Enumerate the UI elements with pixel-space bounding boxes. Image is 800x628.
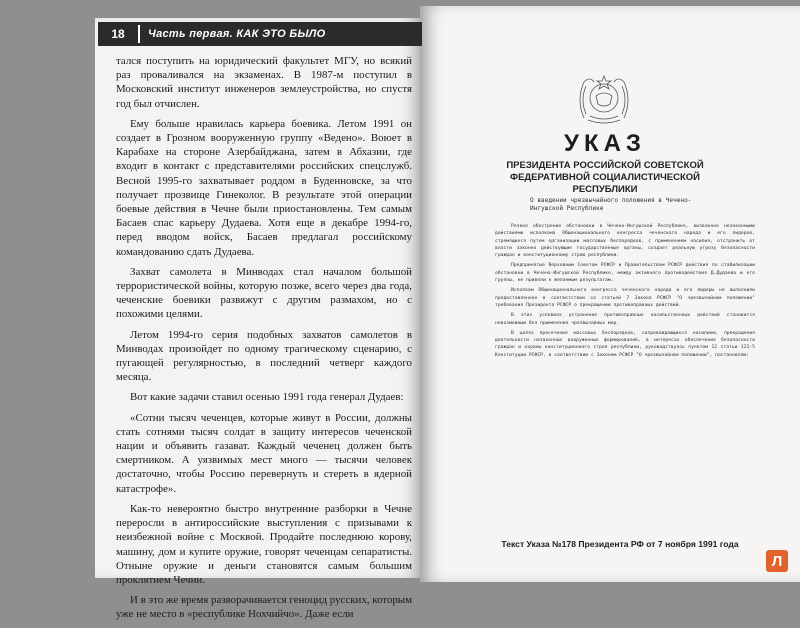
figure-caption: Текст Указа №178 Президента РФ от 7 ноября 1991 года	[501, 539, 739, 549]
decree-body	[495, 223, 755, 362]
decree-heading: УКАЗ	[564, 130, 646, 157]
decree-paragraph: В целях пресечения массовых беспорядков, сопровождающихся насилием, прекращения деятельности незаконных вооруженных формирований, в интересах обеспечения безопасности граждан и охраны конституционного строя республики, руководствуясь пунктом 12 статьи 121-5 Конституции РСФСР, в соответствии с Законом РСФСР "О чрезвычайном положении", постановляю:	[495, 330, 755, 358]
decree-paragraph: Исполком Общенационального конгресса чеченского народа и его лидеры не выполнили предоставленное в соответствии со статьей 7 Закона РСФСР "О чрезвычайном положении" требования Президента РСФСР о прекращении противоправных действий.	[495, 288, 755, 308]
left-body-text	[116, 54, 412, 628]
paragraph: Захват самолета в Минводах стал началом большой террористической войны, которую позже, всего через два года, чеченские боевики развяжут с другим размахом, но с похожими целями.	[116, 265, 412, 321]
publisher-logo-icon: Л	[766, 550, 788, 572]
paragraph: И в это же время разворачивается геноцид русских, которым уже не место в «республике Нохчийчо». Даже если	[116, 594, 412, 621]
decree-paragraph: Предпринятые Верховным Советом РСФСР и Правительством РСФСР действия по стабилизации обстановки в Чечено-Ингушской Республике, между активного противодействия Д.Дудаева и его группы, не привели к желаемым результатам.	[495, 263, 755, 284]
paragraph: Ему больше нравилась карьера боевика. Летом 1991 он создает в Грозном вооруженную группу «Ведено». Воюет в Карабахе на стороне Азербайджана, затем в Абхазии, где входит в контакт с представителями российских спецслужб. Весной 1995-го захватывает роддом в Буденновске, за что получает прозвище Гинеколог. В результате этой операции боевые действия в Чечне были приостановлены. Тем самым Басаев спас карьеру Дудаева. Хотя еще в декабре 1994-го, перед вводом войск, Басаев предлагал российскому командованию сдать Дудаева.	[116, 117, 412, 258]
paragraph: Летом 1994-го серия подобных захватов самолетов в Минводах произойдет по одному трагическому сценарию, с пугающей регулярностью, в последний четверг каждого месяца.	[116, 328, 412, 384]
decree-paragraph: Резкое обострение обстановки в Чечено-Ингушской Республике, вызванное незаконными действиями исполкома Общенационального конгресса чеченского народа и его лидеров, стремящихся путем организации массовых беспорядков, с применением насилия, отстранить от власти законно действующие государственные органы, создает реальную угрозу безопасности граждан и конституционному строю республики.	[495, 224, 755, 259]
header-divider	[138, 25, 140, 43]
paragraph: Вот какие задачи ставил осенью 1991 года генерал Дудаев:	[130, 391, 404, 404]
header-title: Часть первая. КАК ЭТО БЫЛО	[148, 28, 326, 40]
paragraph: Как-то невероятно быстро внутренние разборки в Чечне переросли в антироссийские выступления с призывами к неизбежной войне с Москвой. Продайте последнюю корову, машину, дом и купите оружие, говорят чеченцам сепаратисты. Отныне оружие и деньги становятся самым большим проклятием Чечни.	[116, 502, 412, 586]
coat-of-arms-icon	[574, 70, 634, 128]
paragraph: тался поступить на юридический факультет МГУ, но всякий раз проваливался на экзаменах. В 1987-м поступил в Московский институт инженеров землеустройства, но спустя год был отчислен.	[116, 55, 412, 110]
decree-issuer: ПРЕЗИДЕНТА РОССИЙСКОЙ СОВЕТСКОЙ ФЕДЕРАТИВНОЙ СОЦИАЛИСТИЧЕСКОЙ РЕСПУБЛИКИ	[506, 160, 704, 195]
page-number: 18	[111, 27, 125, 41]
decree-paragraph: В этих условиях устранение противоправных насильственных действий становится невозможным без применения чрезвычайных мер.	[495, 313, 755, 326]
paragraph: «Сотни тысяч чеченцев, которые живут в России, должны стать сотнями тысяч солдат в защиту интересов чеченской нации и объявить газават. Каждый чеченец должен быть смертником. А уязвимых мест много — тысячи человек достаточно, чтобы Россию перевернуть и стереть в ядерной катастрофе».	[116, 411, 412, 495]
running-header	[98, 22, 422, 46]
decree-subject: О введении чрезвычайного положения в Чечено-Ингушской Республике	[530, 197, 692, 212]
